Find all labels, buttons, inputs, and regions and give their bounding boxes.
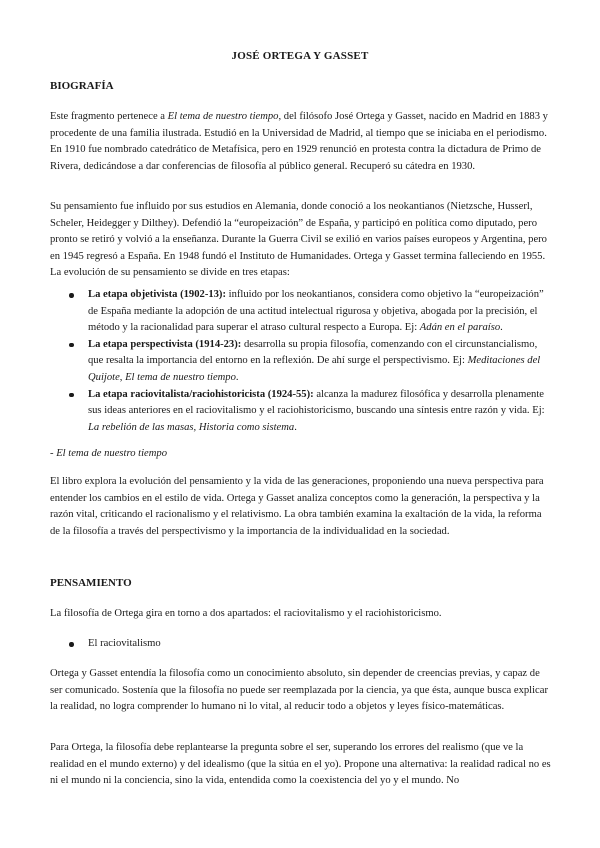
bullet-icon [69, 343, 74, 348]
biografia-paragraph-2: Su pensamiento fue influido por sus estudios en Alemania, donde conoció a los neokantianos (Nietzsche, Husserl, Scheler, Heidegger y Dilthey). Defendió la “europeización” de España, y participó en política como diputado, pero pronto se retiró y volvió a la enseñanza. Durante la Guerra Civil se exilió en varios países europeos y Argentina, pero en 1945 regresó a España. En 1948 fundó el Instituto de Humanidades. Ortega y Gasset termina falleciendo en 1955. La evolución de su pensamiento se divide en tres etapas: [50, 201, 547, 279]
bullet-icon [69, 393, 74, 398]
work-title: El tema de nuestro tiempo [167, 111, 279, 122]
list-item: El raciovitalismo [50, 636, 552, 653]
pensamiento-list [50, 636, 552, 653]
list-item: La etapa perspectivista (1914-23): desarrolla su propia filosofía, comenzando con el circunstancialismo, que resalta la importancia del entorno en la reflexión. De ahí surge el perspectivismo. Ej: Meditaciones del Quijote, El tema de nuestro tiempo. [50, 337, 552, 387]
bullet-icon [69, 642, 74, 647]
pensamiento-intro: La filosofía de Ortega gira en torno a dos apartados: el raciovitalismo y el raciohistoricismo. [50, 608, 442, 619]
section-heading-biografia: BIOGRAFÍA [50, 80, 114, 92]
bullet-icon [69, 293, 74, 298]
list-item: La etapa raciovitalista/raciohistoricista (1924-55): alcanza la madurez filosófica y desarrolla plenamente sus ideas anteriores en el raciovitalismo y el raciohistoricismo, buscando una síntesis entre razón y vida. Ej: La rebelión de las masas, Historia como sistema. [50, 387, 552, 437]
list-item: La etapa objetivista (1902-13): influido por los neokantianos, considera como objetivo la “europeización” de España mediante la adopción de una actitud intelectual rigurosa y objetiva, abogada por la precisión, el método y la racionalidad para superar el atraso cultural respecto a Europa. Ej: Adán en el paraíso. [50, 287, 552, 337]
pensamiento-paragraph-2: Para Ortega, la filosofía debe replantearse la pregunta sobre el ser, superando los errores del realismo (que ve la realidad en el mundo externo) y del idealismo (que la sitúa en el yo). Propone una alternativa: la realidad radical no es ni el mundo ni la conciencia, sino la vida, entendida como la coexistencia del yo y el mundo. No [50, 742, 551, 787]
biografia-paragraph-1: Este fragmento pertenece a El tema de nuestro tiempo, del filósofo José Ortega y Gasset, nacido en Madrid en 1883 y procedente de una familia ilustrada. Estudió en la Universidad de Madrid, al tiempo que se iniciaba en el periodismo. En 1910 fue nombrado catedrático de Metafísica, pero en 1929 renunció en protesta contra la dictadura de Primo de Rivera, dedicándose a dar conferencias de filosofía al público general. Recuperó su cátedra en 1930. [50, 111, 548, 172]
obra-subheading: - El tema de nuestro tiempo [50, 448, 168, 459]
section-heading-pensamiento: PENSAMIENTO [50, 577, 132, 589]
pensamiento-paragraph-1: Ortega y Gasset entendía la filosofía como un conocimiento absoluto, sin depender de creencias previas, y capaz de ser comunicado. Sostenía que la filosofía no puede ser reemplazada por la ciencia, ya que ésta, aunque busca explicar la realidad, no logra comprender lo humano ni lo vital, al reducir todo a objetos y leyes físico-matemáticas. [50, 668, 548, 713]
document-title: JOSÉ ORTEGA Y GASSET [231, 50, 369, 62]
biografia-paragraph-3: El libro explora la evolución del pensamiento y la vida de las generaciones, proponiendo una nueva perspectiva para entender los cambios en el estilo de vida. Ortega y Gasset analiza conceptos como la generación, la perspectiva y la razón vital, criticando el racionalismo y el relativismo. La obra también examina la exaltación de la vida, la reforma de la filosofía a través del perspectivismo y la importancia de la individualidad en la sociedad. [50, 476, 544, 537]
etapas-list [50, 287, 552, 436]
